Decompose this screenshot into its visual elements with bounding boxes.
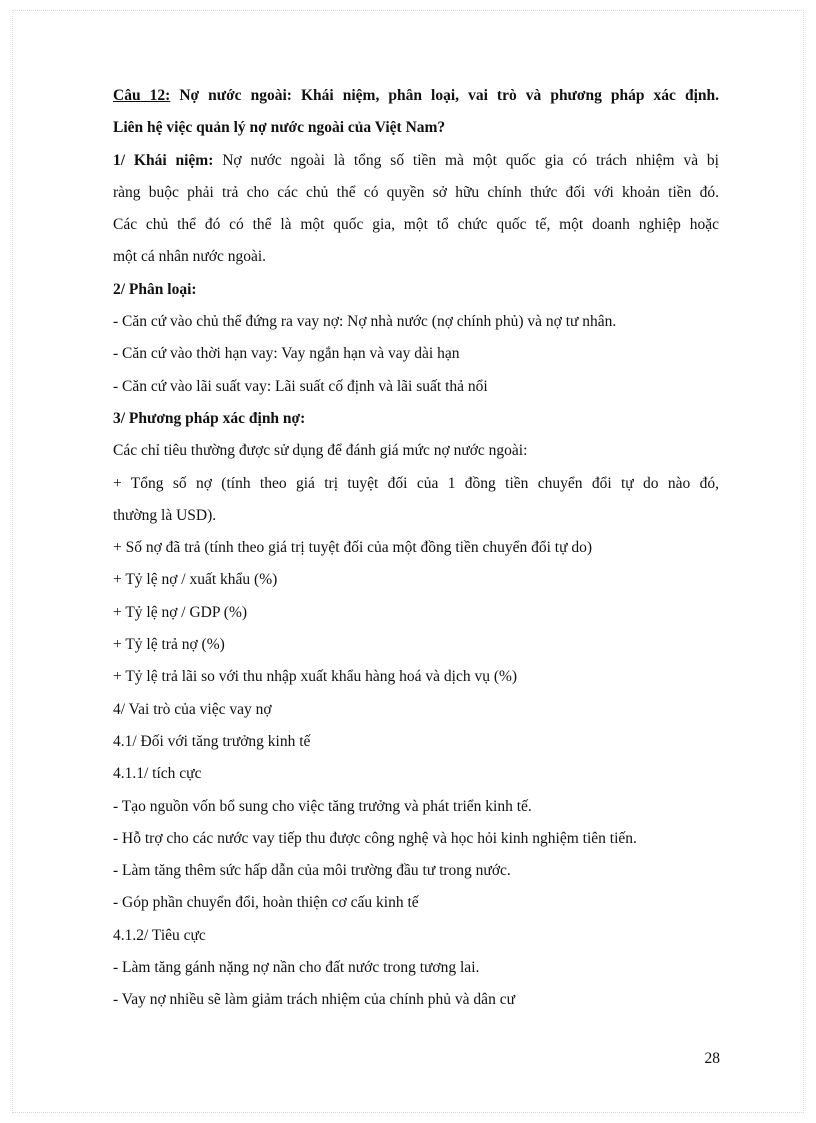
concept-heading: 1/ Khái niệm:	[113, 151, 214, 169]
method-item-1-line-1: + Tổng số nợ (tính theo giá trị tuyệt đối của 1 đồng tiền chuyển đổi tự do nào đó,	[113, 474, 719, 492]
method-item-1-line-2: thường là USD).	[113, 506, 217, 524]
classification-heading: 2/ Phân loại:	[113, 280, 197, 298]
method-item: + Số nợ đã trả (tính theo giá trị tuyệt đối của một đồng tiền chuyển đổi tự do)	[113, 539, 593, 557]
negative-item: - Làm tăng gánh nặng nợ nần cho đất nước trong tương lai.	[113, 959, 480, 977]
question-title-line-1	[113, 80, 719, 112]
page-number: 28	[704, 1050, 720, 1067]
concept-line-4: một cá nhân nước ngoài.	[113, 248, 267, 266]
positive-heading: 4.1.1/ tích cực	[113, 765, 202, 783]
positive-item: - Hỗ trợ cho các nước vay tiếp thu được công nghệ và học hỏi kinh nghiệm tiên tiến.	[113, 829, 637, 847]
method-heading: 3/ Phương pháp xác định nợ:	[113, 409, 306, 427]
role-heading: 4/ Vai trò của việc vay nợ	[113, 700, 272, 718]
negative-item: - Vay nợ nhiều sẽ làm giảm trách nhiệm của chính phủ và dân cư	[113, 991, 515, 1009]
concept-line-3: Các chủ thể đó có thể là một quốc gia, một tổ chức quốc tế, một doanh nghiệp hoặc	[113, 216, 719, 234]
method-item: + Tỷ lệ nợ / GDP (%)	[113, 603, 248, 621]
classification-item: - Căn cứ vào thời hạn vay: Vay ngắn hạn và vay dài hạn	[113, 345, 460, 363]
classification-item: - Căn cứ vào lãi suất vay: Lãi suất cố định và lãi suất thả nổi	[113, 377, 488, 395]
question-label: Câu 12:	[113, 87, 171, 104]
positive-item: - Làm tăng thêm sức hấp dẫn của môi trường đầu tư trong nước.	[113, 862, 511, 880]
method-intro: Các chỉ tiêu thường được sử dụng để đánh giá mức nợ nước ngoài:	[113, 442, 528, 460]
classification-item: - Căn cứ vào chủ thể đứng ra vay nợ: Nợ nhà nước (nợ chính phủ) và nợ tư nhân.	[113, 313, 617, 331]
method-item: + Tỷ lệ trả nợ (%)	[113, 636, 225, 654]
concept-line-2: ràng buộc phải trả cho các chủ thể có quyền sở hữu chính thức đối với khoản tiền đó.	[113, 183, 719, 201]
method-item: + Tỷ lệ nợ / xuất khẩu (%)	[113, 571, 278, 589]
question-title-line-2: Liên hệ việc quản lý nợ nước ngoài của Việt Nam?	[113, 119, 446, 137]
document-body	[113, 80, 719, 1017]
negative-heading: 4.1.2/ Tiêu cực	[113, 926, 206, 944]
role-subheading: 4.1/ Đối với tăng trưởng kinh tế	[113, 732, 311, 750]
concept-line-1	[113, 145, 719, 177]
positive-item: - Góp phần chuyển đổi, hoàn thiện cơ cấu kinh tế	[113, 894, 419, 912]
positive-item: - Tạo nguồn vốn bổ sung cho việc tăng trưởng và phát triển kinh tế.	[113, 797, 532, 815]
concept-text-1: Nợ nước ngoài là tổng số tiền mà một quốc gia có trách nhiệm và bị	[213, 151, 719, 169]
method-item: + Tỷ lệ trả lãi so với thu nhập xuất khẩu hàng hoá và dịch vụ (%)	[113, 668, 518, 686]
question-title-text: Nợ nước ngoài: Khái niệm, phân loại, vai trò và phương pháp xác định.	[170, 87, 719, 104]
